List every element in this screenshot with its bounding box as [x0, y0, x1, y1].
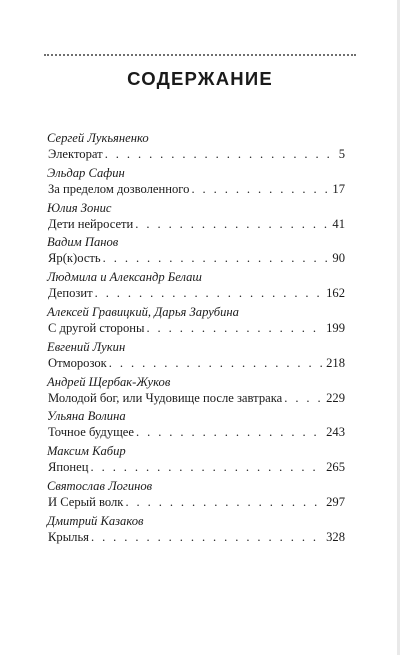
- toc-item-line: [47, 216, 345, 233]
- toc-item-line: [47, 529, 345, 546]
- toc-author: Ульяна Волина: [47, 409, 126, 424]
- toc-author: Святослав Логинов: [47, 478, 153, 493]
- toc-page-number: 328: [326, 529, 345, 544]
- toc-author: Дмитрий Казаков: [47, 513, 144, 528]
- toc-entry[interactable]: [47, 200, 345, 235]
- dot-leader: [136, 424, 324, 441]
- dot-leader: [91, 459, 325, 476]
- dot-leader: [109, 355, 324, 372]
- toc-page-number: 199: [326, 320, 345, 335]
- toc-author: Сергей Лукьяненко: [47, 131, 149, 145]
- toc-item-line: [47, 459, 345, 476]
- toc-list: [47, 130, 345, 548]
- toc-item-line: [47, 285, 345, 302]
- dotted-rule: [44, 54, 356, 56]
- toc-work-title: Дети нейросети: [48, 216, 134, 231]
- dot-leader: [125, 494, 324, 511]
- dot-leader: [146, 320, 324, 337]
- toc-item-line: [47, 181, 345, 198]
- toc-item-line: [47, 390, 345, 407]
- toc-entry[interactable]: [47, 339, 345, 374]
- toc-entry[interactable]: [47, 304, 345, 339]
- toc-work-title: Крылья: [48, 529, 89, 544]
- toc-author: Андрей Щербак-Жуков: [47, 374, 171, 389]
- toc-entry[interactable]: [47, 269, 345, 304]
- toc-entry[interactable]: [47, 478, 345, 513]
- dot-leader: [135, 216, 330, 233]
- dot-leader: [105, 146, 337, 163]
- toc-entry[interactable]: [47, 443, 345, 478]
- toc-entry[interactable]: [47, 408, 345, 443]
- toc-work-title: Электорат: [48, 147, 103, 161]
- toc-work-title: Молодой бог, или Чудовище после завтрака: [48, 390, 283, 405]
- toc-page-number: 218: [326, 355, 345, 370]
- toc-page-number: 5: [338, 147, 345, 161]
- dot-leader: [91, 529, 324, 546]
- toc-author: Юлия Зонис: [47, 200, 112, 215]
- toc-author: Алексей Гравицкий, Дарья Зарубина: [47, 304, 239, 319]
- toc-entry[interactable]: [47, 165, 345, 200]
- toc-page-number: 162: [326, 286, 345, 301]
- toc-work-title: Отморозок: [48, 355, 107, 370]
- toc-entry[interactable]: [47, 374, 345, 409]
- toc-page-number: 17: [332, 181, 345, 196]
- toc-work-title: С другой стороны: [48, 320, 145, 335]
- toc-work-title: Яр(к)ость: [48, 251, 101, 266]
- toc-work-title: Депозит: [48, 286, 93, 301]
- toc-item-line: [47, 320, 345, 337]
- dot-leader: [95, 285, 325, 302]
- toc-item-line: [47, 424, 345, 441]
- toc-entry[interactable]: [47, 130, 345, 165]
- toc-entry[interactable]: [47, 513, 345, 548]
- toc-author: Эльдар Сафин: [47, 165, 125, 180]
- toc-entry[interactable]: [47, 234, 345, 269]
- toc-page-number: 297: [326, 494, 345, 509]
- toc-work-title: Японец: [48, 460, 89, 475]
- toc-author: Евгений Лукин: [47, 339, 126, 354]
- dot-leader: [191, 181, 330, 198]
- toc-page-number: 243: [326, 425, 345, 440]
- toc-item-line: [47, 494, 345, 511]
- toc-page-number: 90: [332, 251, 345, 266]
- toc-item-line: [47, 250, 345, 267]
- toc-author: Вадим Панов: [47, 235, 119, 250]
- toc-work-title: Точное будущее: [48, 425, 134, 440]
- dot-leader: [103, 250, 331, 267]
- toc-author: Максим Кабир: [47, 444, 126, 459]
- toc-item-line: [47, 146, 345, 163]
- page-title: СОДЕРЖАНИЕ: [127, 68, 273, 89]
- toc-page-number: 229: [326, 390, 345, 405]
- toc-page-number: 265: [326, 460, 345, 475]
- toc-work-title: За пределом дозволенного: [48, 181, 190, 196]
- toc-page-number: 41: [332, 216, 345, 231]
- dot-leader: [284, 390, 324, 407]
- toc-item-line: [47, 355, 345, 372]
- toc-work-title: И Серый волк: [48, 494, 124, 509]
- toc-author: Людмила и Александр Белаш: [47, 270, 202, 285]
